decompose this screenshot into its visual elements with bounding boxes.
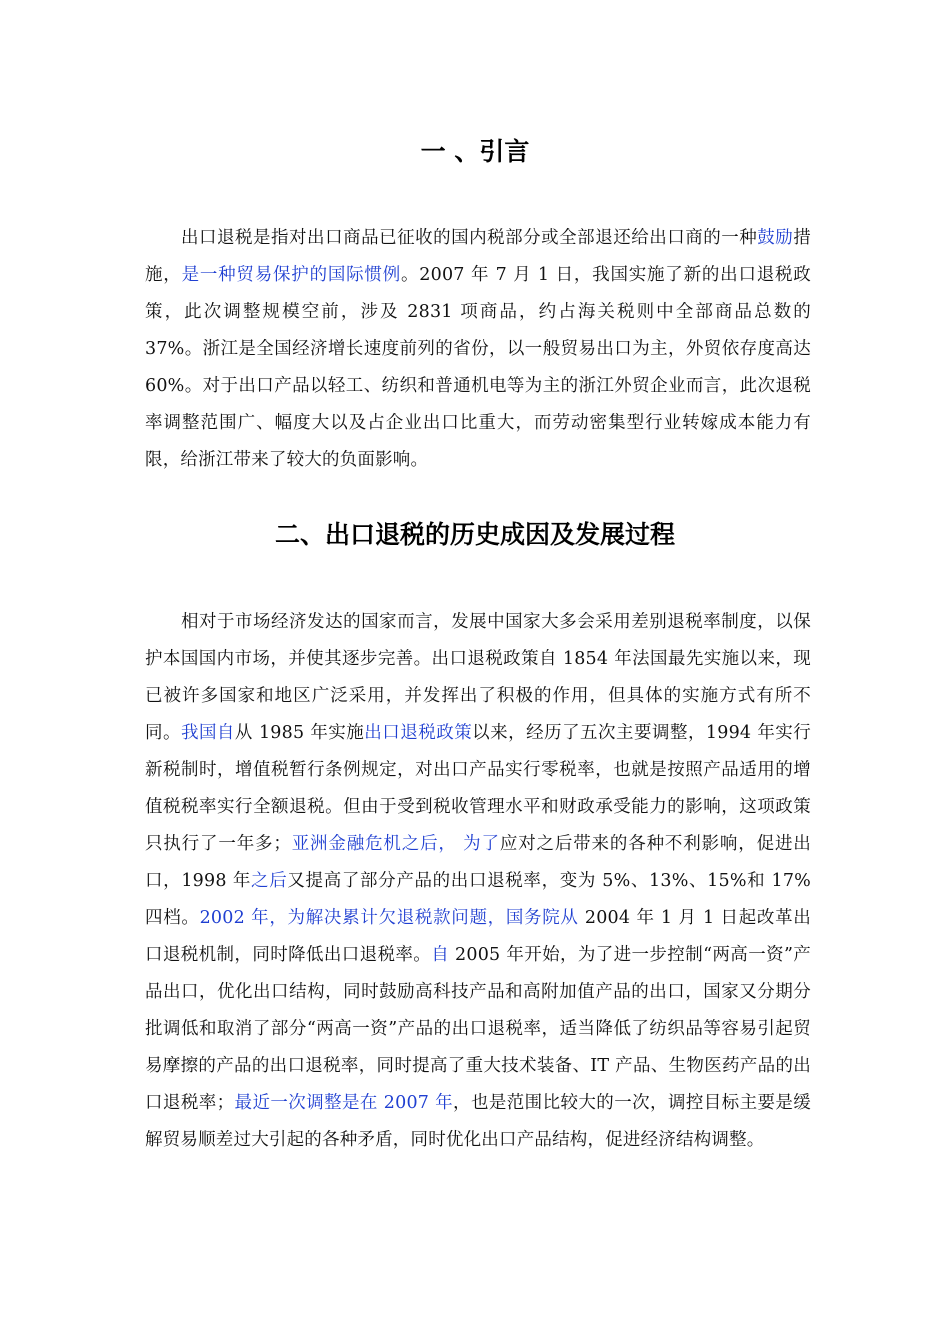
link-run[interactable]: 自 (431, 945, 450, 965)
text-run: 以来，经历了五次主要调整，1994 年实行新税制时，增值税暂行条例规定，对出口产品实行零税率，也就是按照产品适用的增值税税率实行全额退税。但由于受到税收管理水平和财政承受能力的影响，这项政策只执行了一年多； (145, 723, 811, 854)
link-run[interactable]: 我国自 (180, 723, 235, 743)
text-run: 2005 年开始，为了进一步控制“两高一资”产品出口，优化出口结构，同时鼓励高科技产品和高附加值产品的出口，国家又分期分批调低和取消了部分“两高一资”产品的出口退税率，适当降低了纺织品等容易引起贸易摩擦的产品的出口退税率，同时提高了重大技术装备、IT 产品、生物医药产品的出口退税率； (145, 945, 812, 1113)
link-run[interactable]: 是一种贸易保护的国际惯例 (181, 265, 401, 285)
link-run[interactable]: 出口退税政策 (364, 723, 473, 743)
text-run: ，也是范围比较大的一次，调控目标主要是缓解贸易顺差过大引起的各种矛盾，同时优化出口产品结构，促进经济结构调整。 (145, 1093, 812, 1150)
text-run: 2004 年 1 月 1 日起改革出口退税机制，同时降低出口退税率。 (145, 908, 812, 965)
section-heading-introduction: 一 、引言 (420, 137, 530, 166)
text-run: 。2007 年 7 月 1 日，我国实施了新的出口退税政策，此次调整规模空前，涉及 2831 项商品，约占海关税则中全部商品总数的 37%。浙江是全国经济增长速度前列的省份，以一般贸易出口为主，外贸依存度高达 60%。对于出口产品以轻工、纺织和普通机电等为主的浙江外贸企业而言，此次退税率调整范围广、幅度大以及占企业出口比重大，而劳动密集型行业转嫁成本能力有限，给浙江带来了较大的负面影响。 (145, 265, 811, 470)
section-heading-history: 二、出口退税的历史成因及发展过程 (274, 520, 675, 549)
text-run: 措施， (145, 228, 811, 285)
text-run: 出口退税是指对出口商品已征收的国内税部分或全部退还给出口商的一种 (181, 228, 758, 248)
text-run: 又提高了部分产品的出口退税率，变为 5%、13%、15%和 17%四档。 (145, 871, 812, 928)
link-run[interactable]: 亚洲金融危机之后， 为了 (291, 834, 500, 854)
link-run[interactable]: 2002 年，为解决累计欠退税款问题，国务院从 (199, 908, 579, 928)
history-paragraph (145, 604, 811, 1159)
introduction-paragraph (145, 220, 811, 479)
link-run[interactable]: 之后 (251, 871, 288, 891)
text-run: 相对于市场经济发达的国家而言，发展中国家大多会采用差别退税率制度，以保护本国国内市场，并使其逐步完善。出口退税政策自 1854 年法国最先实施以来，现已被许多国家和地区广泛采用，并发挥出了积极的作用，但具体的实施方式有所不同。 (145, 612, 811, 743)
link-run[interactable]: 鼓励 (757, 228, 794, 248)
link-run[interactable]: 最近一次调整是在 2007 年 (234, 1093, 454, 1113)
text-run: 从 1985 年实施 (234, 723, 365, 743)
text-run: 应对之后带来的各种不利影响，促进出口，1998 年 (145, 834, 811, 891)
